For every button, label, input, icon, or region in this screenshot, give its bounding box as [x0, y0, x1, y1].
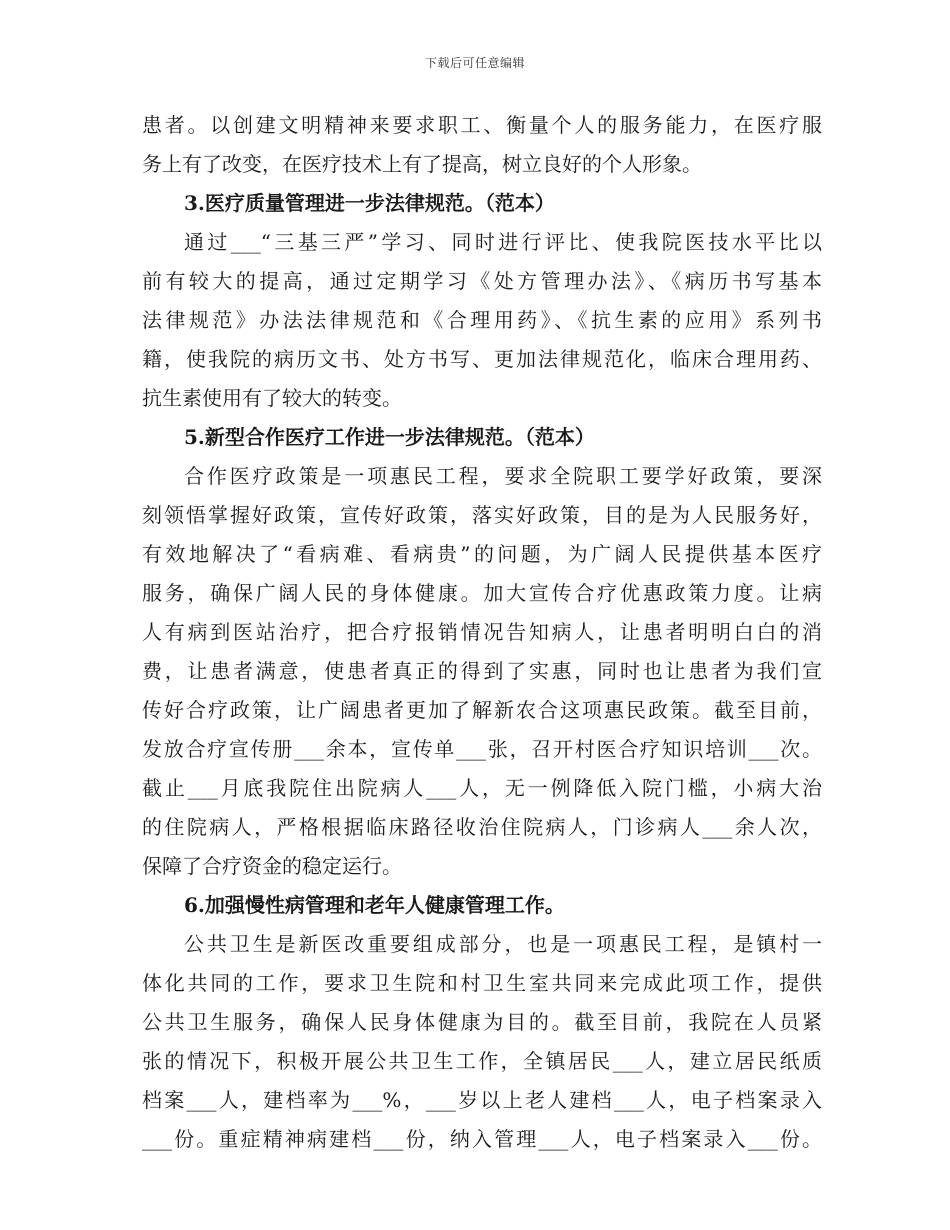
body-line: 保障了合疗资金的稳定运行。: [142, 854, 402, 878]
section-heading: 5.新型合作医疗工作进一步法律规范。（范本）: [184, 425, 595, 449]
page-header: 下载后可任意编辑: [424, 56, 525, 70]
body-line: 的住院病人，严格根据临床路径收治住院病人，门诊病人___余人次，: [142, 815, 822, 839]
body-line: 截止___月底我院住出院病人___人，无一例降低入院门槛，小病大治: [142, 776, 822, 800]
body-line: 服务，确保广阔人民的身体健康。加大宣传合疗优惠政策力度。让病: [142, 581, 822, 605]
body-line: ___份。重症精神病建档___份，纳入管理___人，电子档案录入___份。: [142, 1127, 822, 1151]
document-body: [142, 106, 822, 1159]
section-heading: 6.加强慢性病管理和老年人健康管理工作。: [184, 893, 565, 917]
body-line: 有效地解决了“看病难、看病贵”的问题，为广阔人民提供基本医疗: [142, 542, 822, 566]
body-line: 刻领悟掌握好政策，宣传好政策，落实好政策，目的是为人民服务好，: [142, 503, 822, 527]
body-line: 费，让患者满意，使患者真正的得到了实惠，同时也让患者为我们宣: [142, 659, 822, 683]
section-heading: 3.医疗质量管理进一步法律规范。（范本）: [184, 191, 555, 215]
body-line: 公共卫生服务，确保人民身体健康为目的。截至目前，我院在人员紧: [142, 1010, 822, 1034]
body-line: 前有较大的提高，通过定期学习《处方管理办法》、《病历书写基本: [142, 269, 822, 293]
paragraph-first-line: 公共卫生是新医改重要组成部分，也是一项惠民工程，是镇村一: [184, 932, 822, 956]
body-line: 体化共同的工作，要求卫生院和村卫生室共同来完成此项工作，提供: [142, 971, 822, 995]
paragraph-first-line: 合作医疗政策是一项惠民工程，要求全院职工要学好政策，要深: [184, 464, 822, 488]
body-line: 传好合疗政策，让广阔患者更加了解新农合这项惠民政策。截至目前，: [142, 698, 822, 722]
body-line: 务上有了改变，在医疗技术上有了提高，树立良好的个人形象。: [142, 152, 702, 176]
body-line: 籍，使我院的病历文书、处方书写、更加法律规范化，临床合理用药、: [142, 347, 822, 371]
body-line: 人有病到医站治疗，把合疗报销情况告知病人，让患者明明白白的消: [142, 620, 822, 644]
body-line: 档案___人，建档率为___%，___岁以上老人建档___人，电子档案录入: [142, 1088, 822, 1112]
body-line: 患者。以创建文明精神来要求职工、衡量个人的服务能力，在医疗服: [142, 113, 822, 137]
body-line: 抗生素使用有了较大的转变。: [142, 386, 402, 410]
body-line: 发放合疗宣传册___余本，宣传单___张，召开村医合疗知识培训___次。: [142, 737, 822, 761]
body-line: 张的情况下，积极开展公共卫生工作，全镇居民___人，建立居民纸质: [142, 1049, 822, 1073]
body-line: 法律规范》办法法律规范和《合理用药》、《抗生素的应用》系列书: [142, 308, 822, 332]
paragraph-first-line: 通过___“三基三严”学习、同时进行评比、使我院医技水平比以: [184, 230, 822, 254]
